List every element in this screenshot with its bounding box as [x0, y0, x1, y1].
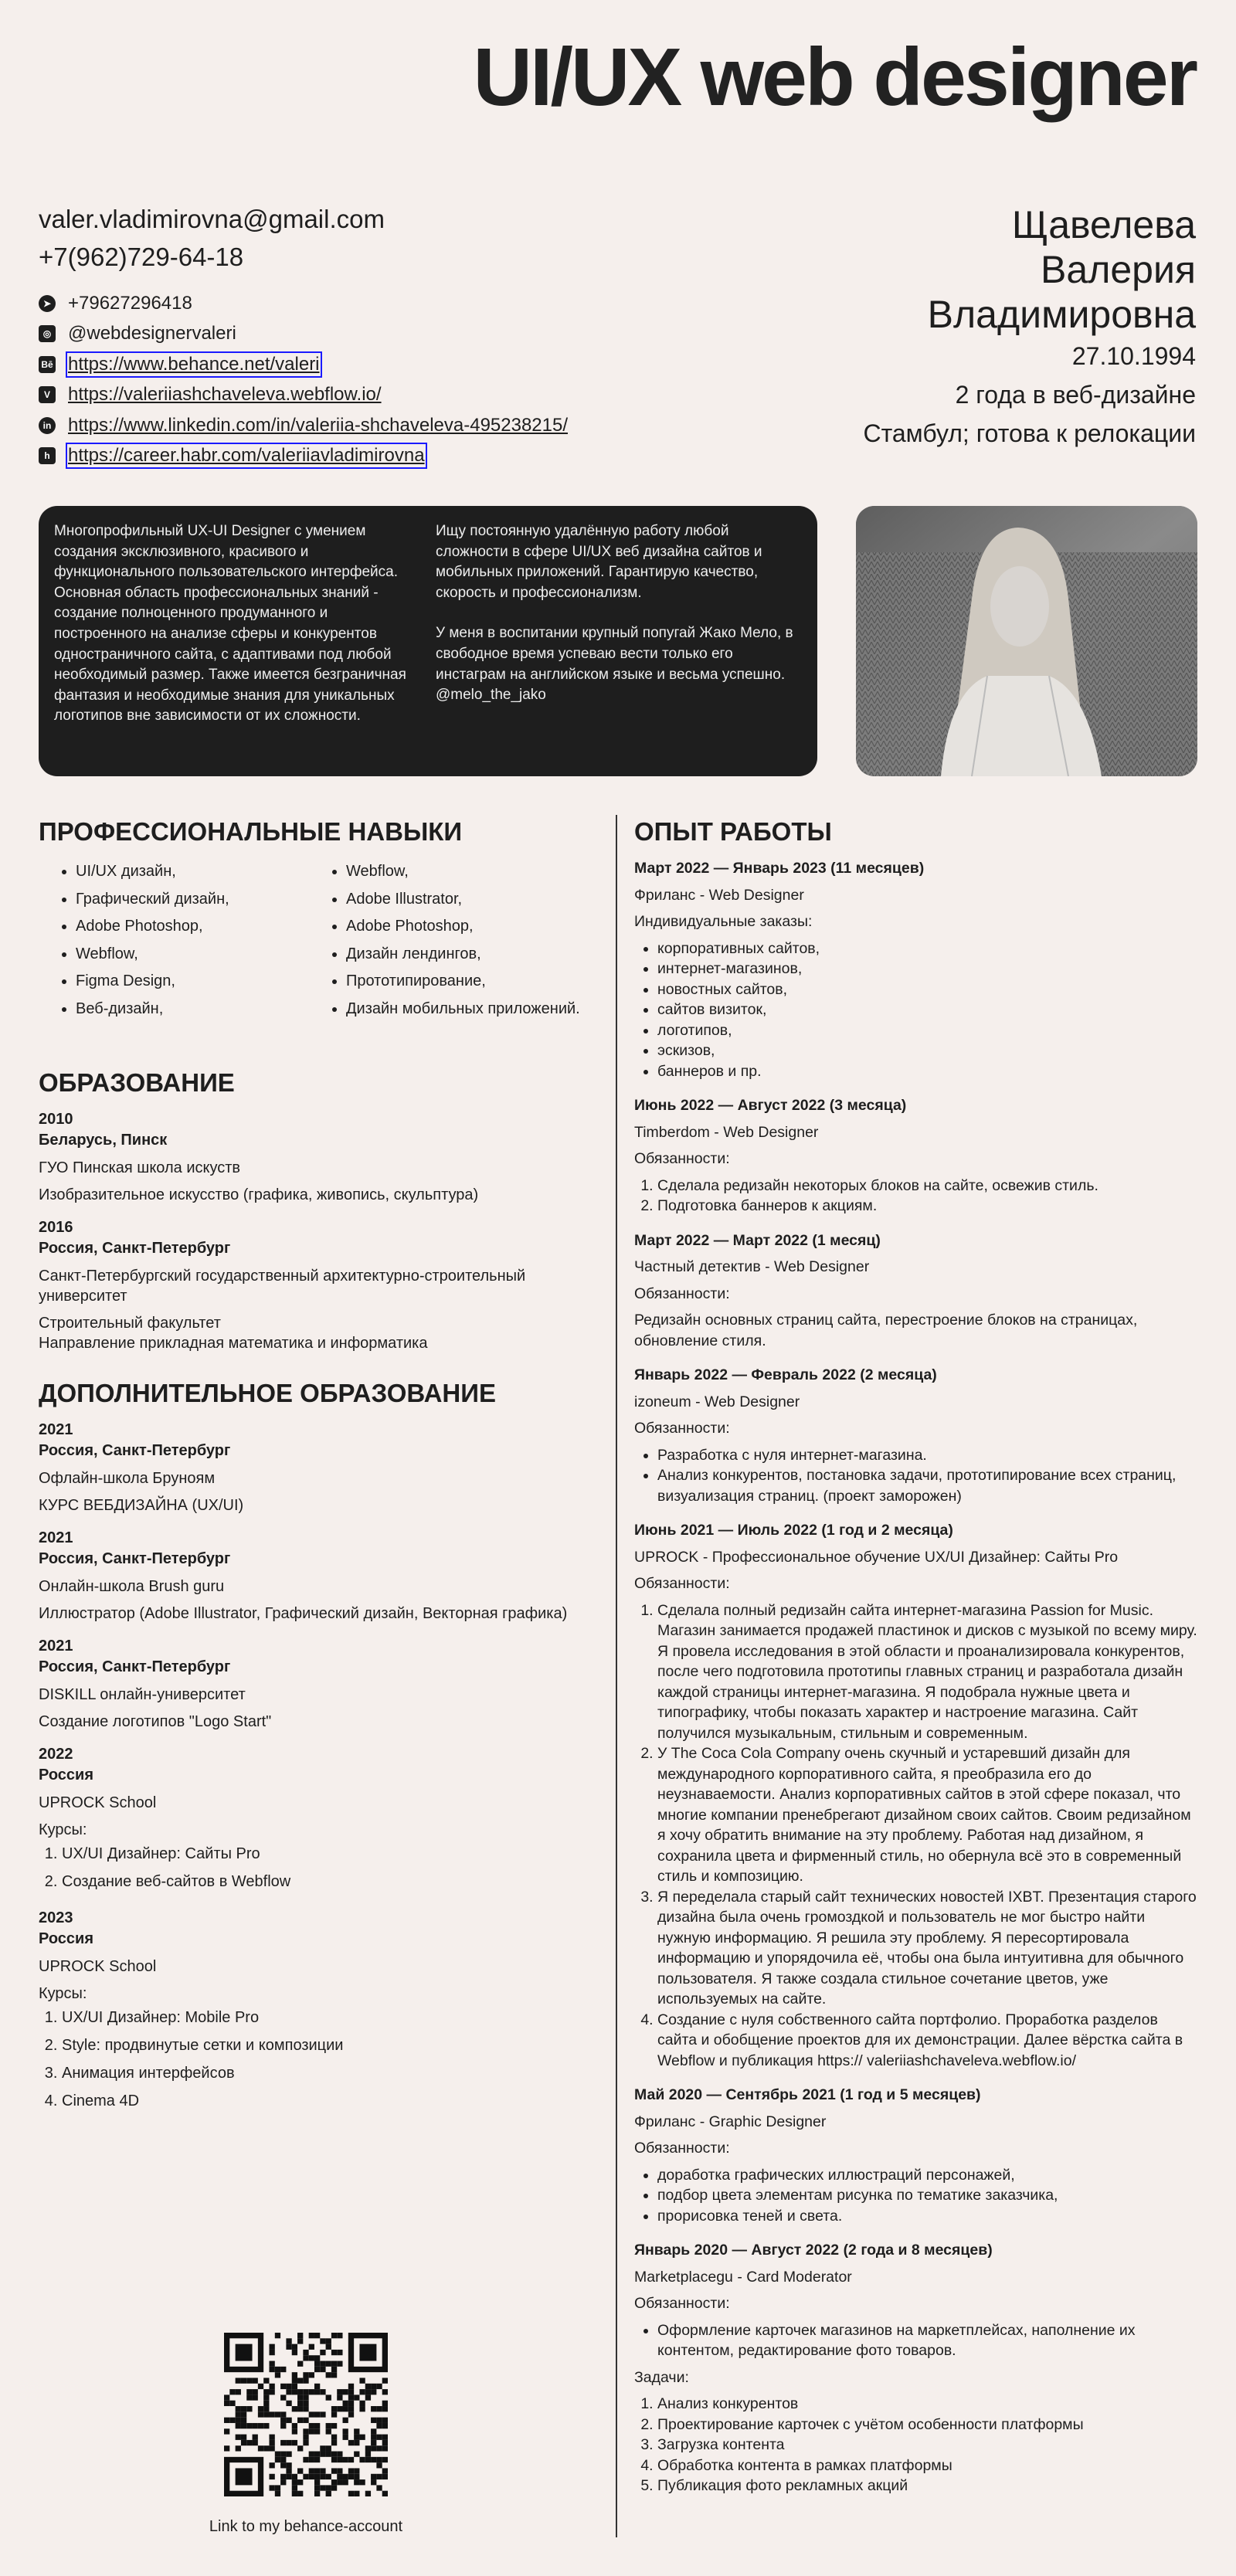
list-item: • доработка графических иллюстраций персонажей, [657, 2165, 1198, 2186]
job-entry [634, 1230, 1198, 1352]
education-year: 2010 [39, 1111, 73, 1128]
job-period: Март 2022 — Январь 2023 (11 месяцев) [634, 860, 925, 877]
contact-link[interactable]: https://www.linkedin.com/in/valeriia-shchaveleva-495238215/ [68, 414, 569, 436]
bullet-list [634, 2320, 1198, 2361]
contact-row [39, 319, 568, 350]
job-period: Январь 2022 — Февраль 2022 (2 месяца) [634, 1366, 937, 1383]
job-entry [634, 1095, 1198, 1217]
list-item: 4. Создание с нуля собственного сайта портфолио. Проработка разделов сайта и обобщение проектов для их демонстрации. Далее вёрстка сайта в Webflow и публикация https:// valeriiashchaveleva.webflow.io/ [657, 2010, 1198, 2072]
job-text: Обязанности: [634, 1150, 730, 1167]
list-item: • логотипов, [657, 1020, 1198, 1041]
about-goals [436, 521, 803, 706]
job-text: Индивидуальные заказы: [634, 913, 813, 930]
numbered-list [634, 1600, 1198, 2072]
skill-item: • UI/UX дизайн, [76, 858, 332, 886]
list-item: • Оформление карточек магазинов на маркетплейсах, наполнение их контентом, редактирование фото товаров. [657, 2320, 1198, 2361]
list-item: • Разработка с нуля интернет-магазина. [657, 1445, 1198, 1466]
experience-list [634, 858, 1198, 2496]
bullet-list [634, 938, 1198, 1082]
skills-column [62, 858, 332, 1023]
skill-item: • Webflow, [76, 941, 332, 969]
education-detail: Изобразительное искусство (графика, живопись, скульптура) [39, 1186, 479, 1203]
course-item: 2. Создание веб-сайтов в Webflow [62, 1868, 603, 1896]
list-item: 1. Сделала редизайн некоторых блоков на сайте, освежив стиль. [657, 1176, 1198, 1196]
list-item: 1. Сделала полный редизайн сайта интернет-магазина Passion for Music. Магазин занимается продажей пластинок и дисков с музыкой по всему миру. Я провела исследования в этой области и проанализировала конкурентов, после чего подготовила прототипы главных страниц и разработала дизайн каждой страницы интернет-магазина. Я подобрала нужные цвета и типографику, чтобы показать характер и настроение магазина. Сайт получился музыкальным, стильным и современным. [657, 1600, 1198, 1744]
list-item: • интернет-магазинов, [657, 959, 1198, 979]
job-text: Обязанности: [634, 1575, 730, 1592]
education-detail: Офлайн-школа Бруноям [39, 1470, 216, 1487]
skill-item: • Figma Design, [76, 968, 332, 996]
job-text: Фриланс - Graphic Designer [634, 2113, 827, 2130]
telegram-icon: ➤ [39, 295, 56, 312]
education-entry [39, 1420, 603, 1515]
location: Стамбул; готова к релокации [863, 419, 1196, 447]
courses-list [39, 2004, 603, 2115]
skill-item: • Дизайн лендингов, [346, 941, 603, 969]
skill-item: • Adobe Photoshop, [346, 913, 603, 941]
skills-list [62, 858, 603, 1023]
list-item: • новостных сайтов, [657, 979, 1198, 1000]
contact-row [39, 441, 568, 472]
course-item: 4. Cinema 4D [62, 2087, 603, 2115]
list-item: • баннеров и пр. [657, 1061, 1198, 1082]
qr-caption: Link to my behance-account [209, 2518, 403, 2535]
email[interactable]: valer.vladimirovna@gmail.com [39, 205, 385, 233]
list-item: • прорисовка теней и света. [657, 2206, 1198, 2227]
list-item: • Анализ конкурентов, постановка задачи, прототипирование всех страниц, визуализация страниц. (проект заморожен) [657, 1465, 1198, 1506]
instagram-icon: ◎ [39, 325, 56, 342]
habr-icon: h [39, 447, 56, 464]
courses-label: Курсы: [39, 1985, 87, 2002]
list-item: • корпоративных сайтов, [657, 938, 1198, 959]
qr-code[interactable] [224, 2333, 388, 2496]
education-year: 2021 [39, 1529, 73, 1546]
last-name: Щавелева [1011, 203, 1196, 246]
course-item: 1. UX/UI Дизайнер: Mobile Pro [62, 2004, 603, 2031]
contact-links [39, 288, 568, 471]
education-place: Россия [39, 1930, 94, 1947]
bullet-list [634, 1445, 1198, 1507]
education-year: 2021 [39, 1421, 73, 1438]
list-item: 2. Проектирование карточек с учётом особенности платформы [657, 2415, 1198, 2435]
job-period: Май 2020 — Сентябрь 2021 (1 год и 5 месяцев) [634, 2086, 981, 2103]
contact-text[interactable]: +79627296418 [68, 292, 192, 314]
education-detail: Онлайн-школа Brush guru [39, 1578, 225, 1595]
education-place: Россия, Санкт-Петербург [39, 1550, 231, 1567]
bullet-list [634, 2165, 1198, 2227]
education-detail: Строительный факультет Направление прикладная математика и информатика [39, 1315, 428, 1352]
phone[interactable]: +7(962)729-64-18 [39, 243, 244, 271]
extra-education-heading: ДОПОЛНИТЕЛЬНОЕ ОБРАЗОВАНИЕ [39, 1379, 496, 1407]
list-item: 2. Подготовка баннеров к акциям. [657, 1196, 1198, 1217]
job-text: UPROCK - Профессиональное обучение UX/UI Дизайнер: Сайты Pro [634, 1548, 1119, 1566]
education-detail: UPROCK School [39, 1958, 157, 1975]
behance-icon: Bē [39, 356, 56, 373]
education-year: 2023 [39, 1909, 73, 1926]
education-detail: UPROCK School [39, 1794, 157, 1811]
first-name: Валерия [1041, 248, 1196, 291]
job-entry [634, 2240, 1198, 2496]
experience-heading: ОПЫТ РАБОТЫ [634, 817, 832, 846]
about-summary: Многопрофильный UX-UI Designer с умением создания эксклюзивного, красивого и функционального пользовательского интерфейса. Основная область профессиональных знаний - создание полноценного продуманного и построенного на анализе сферы и конкурентов одностраничного сайта, с адаптивами под любой необходимый размер. Также имеется безграничная фантазия и необходимые знания для уникальных логотипов вне зависимости от их сложности. [54, 523, 406, 725]
education-entry [39, 1908, 603, 2115]
skill-item: • Webflow, [346, 858, 603, 886]
job-text: Обязанности: [634, 1285, 730, 1302]
job-entry [634, 1520, 1198, 2071]
contact-row [39, 380, 568, 411]
job-period: Март 2022 — Март 2022 (1 месяц) [634, 1231, 881, 1249]
about-goal: Ищу постоянную удалённую работу любой сложности в сфере UI/UX веб дизайна сайтов и мобильных приложений. Гарантирую качество, скорость и профессионализм. [436, 523, 762, 601]
job-entry [634, 2085, 1198, 2226]
job-period: Январь 2020 — Август 2022 (2 года и 8 месяцев) [634, 2242, 993, 2259]
skill-item: • Веб-дизайн, [76, 996, 332, 1023]
education-heading: ОБРАЗОВАНИЕ [39, 1068, 235, 1097]
skill-item: • Adobe Illustrator, [346, 886, 603, 914]
skill-item: • Дизайн мобильных приложений. [346, 996, 603, 1023]
job-text: Задачи: [634, 2368, 689, 2386]
skills-heading: ПРОФЕССИОНАЛЬНЫЕ НАВЫКИ [39, 817, 463, 846]
job-period: Июнь 2021 — Июль 2022 (1 год и 2 месяца) [634, 1522, 953, 1539]
education-list [39, 1109, 603, 1353]
contact-link[interactable]: https://career.habr.com/valeriiavladimirovna [68, 445, 425, 467]
left-column [39, 815, 603, 2127]
courses-label: Курсы: [39, 1821, 87, 1838]
education-place: Россия, Санкт-Петербург [39, 1658, 231, 1675]
numbered-list [634, 1176, 1198, 1217]
job-entry [634, 1365, 1198, 1506]
list-item: 2. У The Coca Cola Company очень скучный и устаревший дизайн для международного корпоративного сайта, я преобразила его до неузнаваемости. Анализ корпоративных сайтов в этой сфере показал, что многие компании пренебрегают дизайном своих сайтов. Своим редизайном я хочу обратить внимание на эту проблему. Работая над дизайном, я сохранила цвета и фирменный стиль, но обернула всё это в современный стиль и композицию. [657, 1743, 1198, 1887]
list-item: • эскизов, [657, 1040, 1198, 1061]
skill-item: • Графический дизайн, [76, 886, 332, 914]
contact-row [39, 410, 568, 441]
contact-link[interactable]: https://www.behance.net/valeri [68, 353, 320, 375]
birth-date: 27.10.1994 [1071, 342, 1196, 370]
education-detail: DISKILL онлайн-университет [39, 1686, 246, 1703]
job-text: Обязанности: [634, 1420, 730, 1437]
list-item: 5. Публикация фото рекламных акций [657, 2476, 1198, 2496]
page-title: UI/UX web designer [473, 32, 1196, 123]
job-text: Фриланс - Web Designer [634, 886, 804, 904]
course-item: 3. Анимация интерфейсов [62, 2059, 603, 2087]
about-card [39, 506, 817, 776]
contact-row [39, 288, 568, 319]
list-item: 3. Загрузка контента [657, 2435, 1198, 2456]
job-text: Обязанности: [634, 2295, 730, 2312]
contact-text[interactable]: @webdesignervaleri [68, 323, 236, 344]
education-detail: Иллюстратор (Adobe Illustrator, Графический дизайн, Векторная графика) [39, 1605, 568, 1622]
education-entry [39, 1217, 603, 1353]
contact-link[interactable]: https://valeriiashchaveleva.webflow.io/ [68, 384, 382, 406]
list-item: 1. Анализ конкурентов [657, 2394, 1198, 2415]
job-text: Частный детектив - Web Designer [634, 1258, 870, 1275]
profile-photo [856, 506, 1197, 776]
courses-list [39, 1840, 603, 1896]
job-text: Timberdom - Web Designer [634, 1123, 819, 1141]
contact-row [39, 349, 568, 380]
experience-summary: 2 года в веб-дизайне [955, 381, 1196, 409]
linkedin-icon: in [39, 417, 56, 434]
education-entry [39, 1109, 603, 1205]
job-text: izoneum - Web Designer [634, 1393, 800, 1410]
skills-column [332, 858, 603, 1023]
education-detail: ГУО Пинская школа искуств [39, 1159, 241, 1176]
education-place: Россия, Санкт-Петербург [39, 1240, 231, 1257]
education-detail: КУРС ВЕБДИЗАЙНА (UX/UI) [39, 1497, 244, 1514]
job-text: Редизайн основных страниц сайта, перестроение блоков на страницах, обновление стиля. [634, 1312, 1138, 1349]
skill-item: • Adobe Photoshop, [76, 913, 332, 941]
education-place: Россия [39, 1767, 94, 1784]
skill-item: • Прототипирование, [346, 968, 603, 996]
job-entry [634, 858, 1198, 1081]
list-item: • подбор цвета элементам рисунка по тематике заказчика, [657, 2185, 1198, 2206]
job-text: Marketplacegu - Card Moderator [634, 2268, 852, 2286]
education-detail: Санкт-Петербургский государственный архитектурно-строительный университет [39, 1268, 526, 1305]
profile-block [863, 202, 1196, 453]
education-entry [39, 1636, 603, 1732]
education-year: 2021 [39, 1638, 73, 1655]
course-item: 2. Style: продвинутые сетки и композиции [62, 2031, 603, 2059]
education-year: 2022 [39, 1746, 73, 1763]
education-year: 2016 [39, 1219, 73, 1236]
education-entry [39, 1744, 603, 1896]
patronymic: Владимировна [927, 293, 1196, 336]
education-place: Россия, Санкт-Петербург [39, 1442, 231, 1459]
course-item: 1. UX/UI Дизайнер: Сайты Pro [62, 1840, 603, 1868]
job-text: Обязанности: [634, 2140, 730, 2157]
numbered-list [634, 2394, 1198, 2496]
extra-education-list [39, 1420, 603, 2115]
list-item: 3. Я переделала старый сайт технических новостей IXBT. Презентация старого дизайна была очень громоздкой и пользователь не мог быстро найти нужную информацию. Я решила эту проблему. Я пересортировала информацию и упорядочила её, чтобы она была интуитивна для обычного пользователя. Я также создала стильное сочетание цветов, уже используемых на сайте. [657, 1887, 1198, 2010]
right-column [634, 815, 1198, 2510]
list-item: • сайтов визиток, [657, 1000, 1198, 1020]
about-hobby: У меня в воспитании крупный попугай Жако Мело, в свободное время успеваю вести только его инстаграм на английском языке и весьма успешно. @melo_the_jako [436, 625, 793, 704]
education-detail: Создание логотипов "Logo Start" [39, 1713, 272, 1730]
list-item: 4. Обработка контента в рамках платформы [657, 2456, 1198, 2476]
education-entry [39, 1528, 603, 1624]
column-divider [616, 815, 617, 2537]
education-place: Беларусь, Пинск [39, 1132, 168, 1149]
job-period: Июнь 2022 — Август 2022 (3 месяца) [634, 1097, 907, 1114]
webflow-icon: V [39, 386, 56, 403]
